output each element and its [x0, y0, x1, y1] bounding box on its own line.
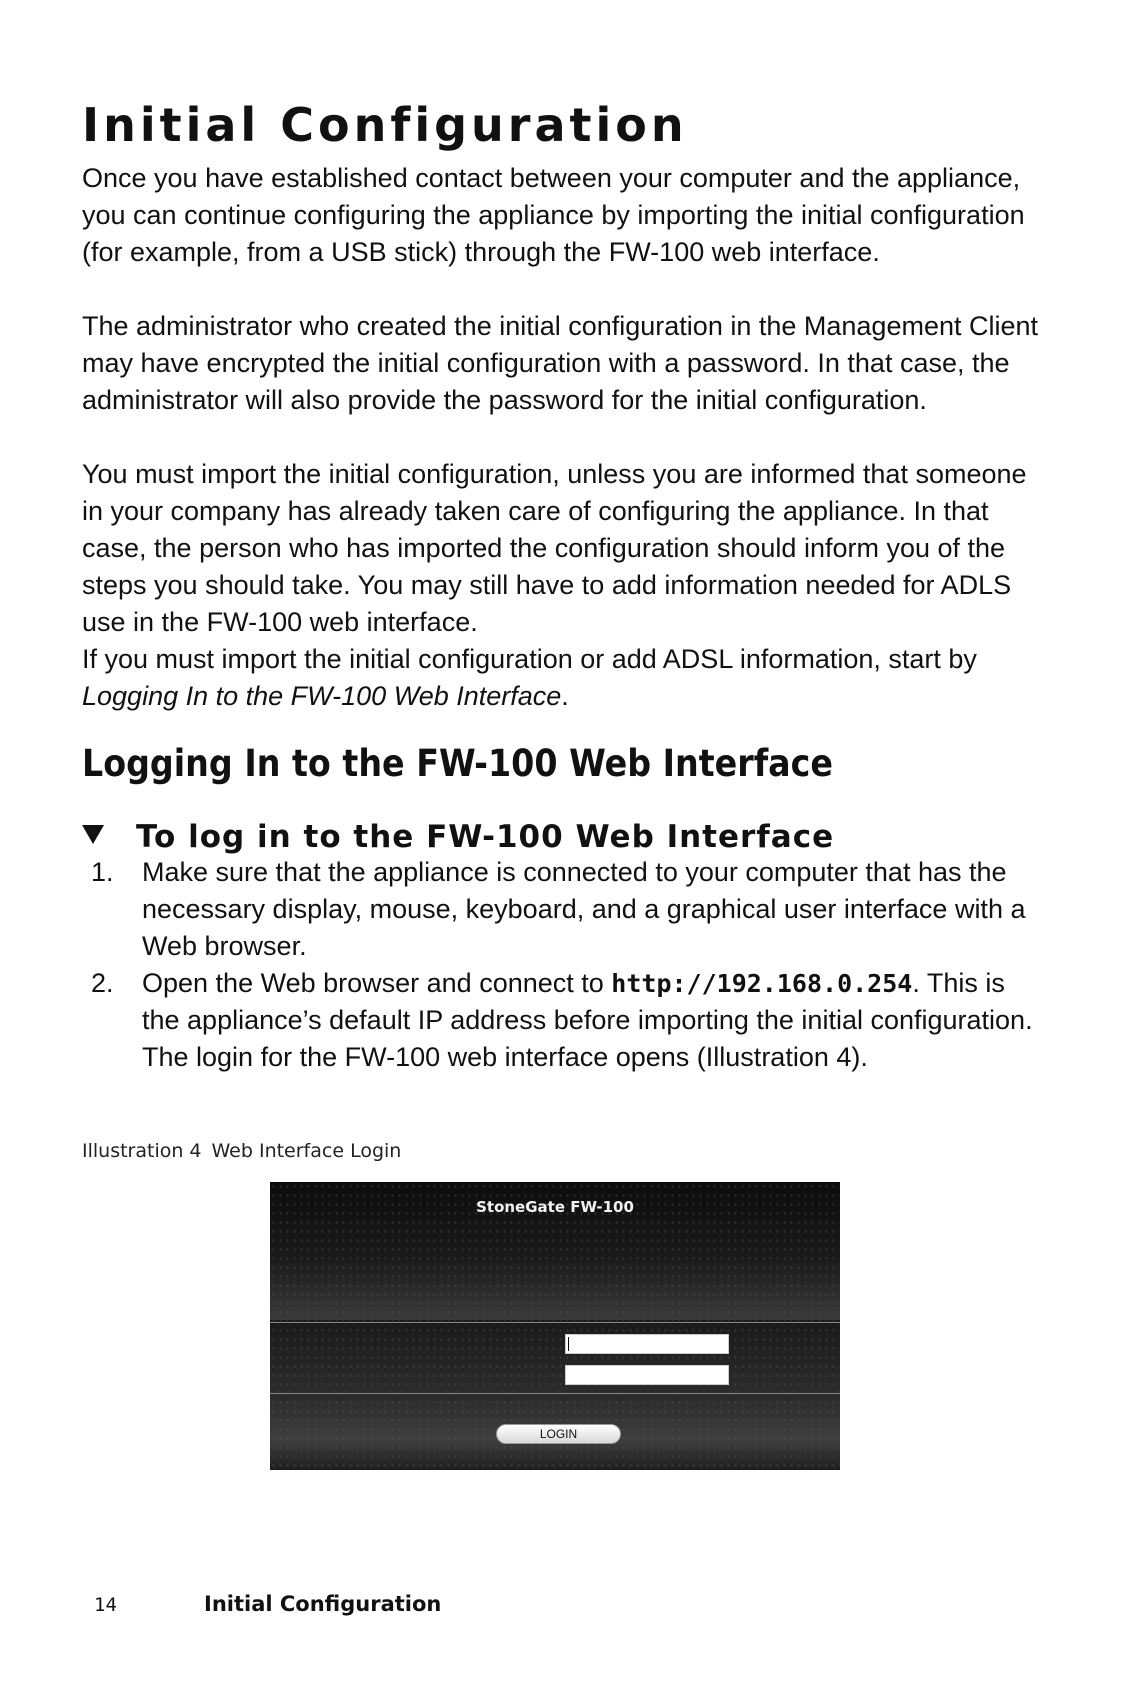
step-item	[82, 854, 1042, 965]
step-item	[82, 965, 1042, 1076]
start-paragraph	[82, 641, 1042, 715]
page-number: 14	[94, 1594, 117, 1616]
app-title: StoneGate FW-100	[476, 1198, 634, 1216]
start-paragraph-end: .	[561, 681, 569, 711]
running-title: Initial Configuration	[204, 1592, 442, 1616]
import-paragraph: You must import the initial configuration, unless you are informed that someone in your company has already taken care of configuring the appliance. In that case, the person who has imported the configuration should inform you of the steps you should take. You may still have to add information needed for ADLS use in the FW-100 web interface.	[82, 459, 1027, 637]
step-text: Open the Web browser and connect to	[142, 968, 612, 998]
section-heading: Logging In to the FW-100 Web Interface	[82, 742, 833, 785]
caption-text: Web Interface Login	[211, 1140, 402, 1162]
appliance-url: http://192.168.0.254	[611, 969, 913, 998]
intro-paragraph: Once you have established contact between your computer and the appliance, you can continue configuring the appliance by importing the initial configuration (for example, from a USB stick) through the FW-100 web interface.	[82, 163, 1025, 267]
start-paragraph-text: If you must import the initial configuration or add ADSL information, start by	[82, 644, 977, 674]
encryption-paragraph: The administrator who created the initial configuration in the Management Client may have encrypted the initial configuration with a password. In that case, the administrator will also provide the password for the initial configuration.	[82, 311, 1039, 415]
text-cursor	[568, 1337, 569, 1351]
step-text: Make sure that the appliance is connected to your computer that has the necessary display, mouse, keyboard, and a graphical user interface with a Web browser.	[142, 857, 1026, 961]
procedure-steps	[82, 854, 1042, 1076]
procedure-heading	[82, 819, 835, 855]
procedure-triangle-icon	[82, 825, 104, 844]
login-button[interactable]: LOGIN	[496, 1424, 621, 1444]
page-footer	[82, 1592, 441, 1617]
step-number: 2.	[91, 968, 114, 998]
username-input[interactable]	[565, 1334, 729, 1354]
step-number: 1.	[91, 857, 114, 887]
page-title: Initial Configuration	[82, 98, 688, 152]
caption-label: Illustration	[82, 1140, 184, 1162]
step-text-continued: . This is the appliance’s default IP address before importing the initial configuration. The login for the FW-100 web interface opens (Illustration 4).	[142, 968, 1033, 1072]
figure-caption	[82, 1140, 401, 1162]
caption-number: 4	[189, 1140, 202, 1162]
cross-reference-link[interactable]: Logging In to the FW-100 Web Interface	[82, 681, 562, 711]
procedure-title: To log in to the FW-100 Web Interface	[136, 819, 835, 855]
password-input[interactable]	[565, 1365, 729, 1385]
login-screenshot	[270, 1182, 840, 1470]
